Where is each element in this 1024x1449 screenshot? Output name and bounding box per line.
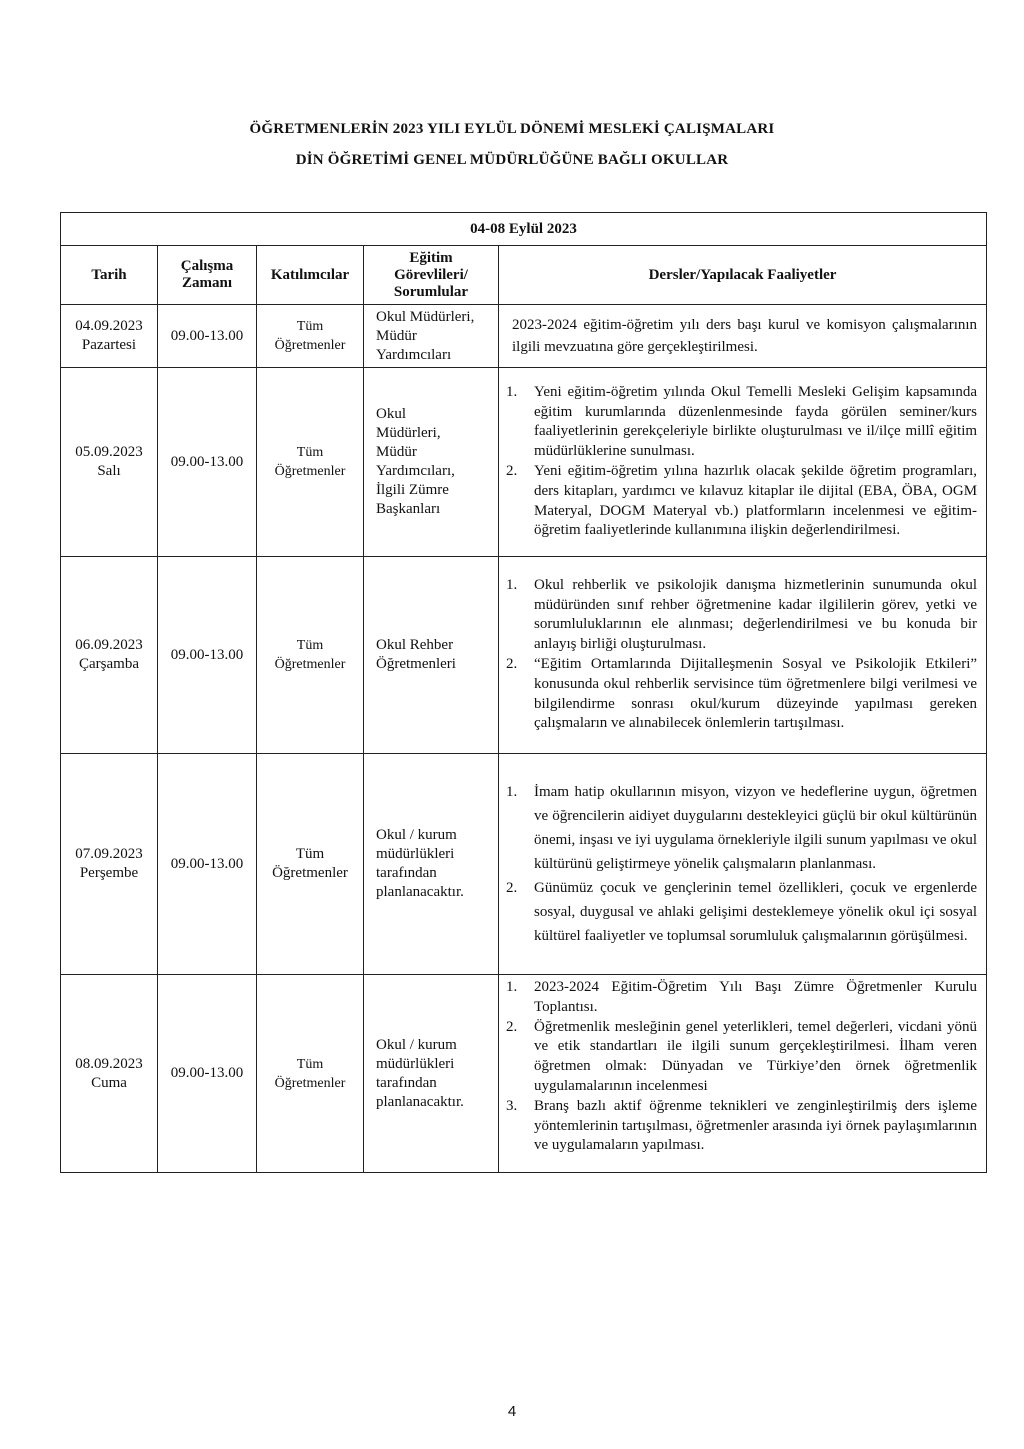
list-item <box>506 383 977 462</box>
item-number: 3. <box>506 1097 518 1114</box>
responsible-cell <box>364 368 499 557</box>
responsible-line: tarafından <box>376 1074 437 1091</box>
item-text: Okul rehberlik ve psikolojik danışma hizmetlerinin sunumunda okul müdüründen sınıf rehber öğretmenine kadar ilgililerin görev, yetki ve sorumluluklarının ele alınması; değerlendirilmesi ve bu konuda bir anlayış birliği oluşturulması. <box>534 576 978 653</box>
time-cell: 09.00-13.00 <box>158 754 257 975</box>
activities-cell <box>499 305 987 368</box>
schedule-table <box>60 212 987 1173</box>
column-header-resp-line2: Görevlileri/ <box>394 266 468 283</box>
responsible-cell <box>364 754 499 975</box>
day-value: Çarşamba <box>79 656 139 672</box>
item-text: Branş bazlı aktif öğrenme teknikleri ve zenginleştirilmiş ders işleme yöntemlerinin tartışılması, öğretmenler arasında iyi örnek paylaşımlarının ve uygulamaların yapılması. <box>534 1097 978 1154</box>
item-number: 2. <box>506 880 518 896</box>
activity-text: 2023-2024 eğitim-öğretim yılı ders başı kurul ve komisyon çalışmalarının ilgili mevzuatına göre gerçekleştirilmesi. <box>512 317 978 355</box>
date-cell <box>61 557 158 754</box>
item-text: “Eğitim Ortamlarında Dijitalleşmenin Sosyal ve Psikolojik Etkileri” konusunda okul rehberlik servisince tüm öğretmenlere bilgi verilmesi ve bilgilendirme sonrası okul/kurum düzeyinde yapılması gereken çalışmaların ve alınabilecek önlemlerin tartışılması. <box>534 656 978 732</box>
responsible-line: müdürlükleri <box>376 1055 455 1072</box>
item-number: 1. <box>506 979 518 995</box>
list-item <box>506 1018 977 1097</box>
participants-cell <box>257 754 364 975</box>
participants-cell <box>257 368 364 557</box>
time-cell: 09.00-13.00 <box>158 368 257 557</box>
table-row <box>61 557 987 754</box>
responsible-line: tarafından <box>376 865 437 881</box>
item-text: Öğretmenlik mesleğinin genel yeterlikleri, temel değerleri, vicdani yönü ve etik standartları ile ilgili sunum gerçekleştirilmesi. İlham veren öğretmen olmak: Dünyadan ve Türkiye’den örnek öğretmenlik uygulamalarının incelenmesi <box>534 1018 978 1094</box>
participants-line2: Öğretmenler <box>274 1075 346 1091</box>
table-row <box>61 305 987 368</box>
responsible-line: Yardımcıları, <box>376 463 455 479</box>
column-header-resp-line3: Sorumlular <box>393 283 469 300</box>
responsible-line: planlanacaktır. <box>376 1093 464 1110</box>
responsible-line: Başkanları <box>376 501 441 517</box>
date-value: 06.09.2023 <box>75 637 143 653</box>
responsible-line: Müdür <box>376 444 417 460</box>
date-value: 05.09.2023 <box>75 444 143 460</box>
table-row <box>61 975 987 1173</box>
week-label: 04-08 Eylül 2023 <box>61 213 987 246</box>
day-value: Salı <box>97 463 121 479</box>
participants-line2: Öğretmenler <box>272 865 348 881</box>
responsible-line: Müdür <box>376 327 417 344</box>
item-text: Günümüz çocuk ve gençlerinin temel özellikleri, çocuk ve ergenlerde sosyal, duygusal ve ahlaki gelişimi desteklemeye yönelik okul içi sosyal kültürel faaliyetler ve toplumsal sorumluluk çalışmalarının görüşülmesi. <box>534 880 978 944</box>
responsible-line: planlanacaktır. <box>376 884 464 900</box>
time-cell: 09.00-13.00 <box>158 305 257 368</box>
day-value: Pazartesi <box>81 337 137 353</box>
date-cell <box>61 368 158 557</box>
responsible-line: Yardımcıları <box>376 346 452 363</box>
document-subtitle: DİN ÖĞRETİMİ GENEL MÜDÜRLÜĞÜNE BAĞLI OKULLAR <box>295 152 729 168</box>
column-header-time-line1: Çalışma <box>180 258 234 274</box>
item-text: 2023-2024 Eğitim-Öğretim Yılı Başı Zümre Öğretmenler Kurulu Toplantısı. <box>534 979 978 1015</box>
participants-cell <box>257 305 364 368</box>
column-header-participants: Katılımcılar <box>257 246 364 305</box>
responsible-line: müdürlükleri <box>376 846 455 862</box>
responsible-cell <box>364 975 499 1173</box>
list-item <box>506 978 977 1018</box>
list-item <box>506 1097 977 1156</box>
participants-line1: Tüm <box>296 445 324 460</box>
week-header-row <box>61 213 987 246</box>
responsible-line: İlgili Zümre <box>376 482 449 498</box>
responsible-cell <box>364 305 499 368</box>
participants-line1: Tüm <box>296 1056 324 1072</box>
item-number: 1. <box>506 383 518 400</box>
item-text: İmam hatip okullarının misyon, vizyon ve hedeflerine uygun, öğretmen ve öğrencilerin aidiyet duygularını destekleyici güçlü bir okul kültürünün önemi, inşası ve iyi uygulama örnekleriyle ilgili sunum yapılması ve okul kültürünü geliştirmeye yönelik çalışmaların planlanması. <box>534 784 978 872</box>
participants-line1: Tüm <box>296 319 324 334</box>
item-number: 1. <box>506 784 518 800</box>
column-header-responsible <box>364 246 499 305</box>
responsible-line: Müdürleri, <box>376 425 441 441</box>
day-value: Cuma <box>91 1074 127 1091</box>
list-item <box>506 876 977 948</box>
column-header-date: Tarih <box>61 246 158 305</box>
responsible-line: Öğretmenleri <box>376 656 456 672</box>
list-item <box>506 576 977 655</box>
responsible-line: Okul Rehber <box>376 637 454 653</box>
date-value: 04.09.2023 <box>75 318 143 334</box>
participants-line2: Öğretmenler <box>274 464 346 479</box>
activity-list <box>506 978 977 1156</box>
participants-cell <box>257 557 364 754</box>
date-value: 08.09.2023 <box>75 1055 143 1072</box>
column-header-resp-line1: Eğitim <box>409 249 453 266</box>
date-cell <box>61 754 158 975</box>
activities-cell <box>499 754 987 975</box>
time-cell: 09.00-13.00 <box>158 975 257 1173</box>
activities-cell <box>499 368 987 557</box>
column-header-activities: Dersler/Yapılacak Faaliyetler <box>499 246 987 305</box>
item-number: 2. <box>506 656 518 672</box>
page-number: 4 <box>507 1403 517 1420</box>
list-item <box>506 780 977 876</box>
activity-list <box>506 780 977 948</box>
day-value: Perşembe <box>79 865 139 881</box>
participants-line1: Tüm <box>295 846 325 862</box>
column-header-time <box>158 246 257 305</box>
responsible-line: Okul / kurum <box>376 827 457 843</box>
responsible-line: Okul / kurum <box>376 1036 457 1053</box>
responsible-line: Okul <box>376 406 406 422</box>
responsible-line: Okul Müdürleri, <box>376 308 475 325</box>
activities-cell <box>499 557 987 754</box>
item-text: Yeni eğitim-öğretim yılında Okul Temelli Mesleki Gelişim kapsamında eğitim kurumlarında düzenlenmesinde fayda görülen seminer/kurs faaliyetlerinin gerekçeleriyle birlikte oluşturulması ve il/ilçe millî eğitim müdürlüklerine sunulması. <box>534 383 978 460</box>
responsible-cell <box>364 557 499 754</box>
date-cell <box>61 305 158 368</box>
date-cell <box>61 975 158 1173</box>
item-text: Yeni eğitim-öğretim yılına hazırlık olacak şekilde öğretim programları, ders kitapları, yardımcı ve kılavuz kitaplar ile dijital (EBA, ÖBA, OGM Materyal, DOGM Materyal vb.) platformların incelenmesi ve eğitim-öğretim faaliyetlerinde kullanımına ilişkin değerlendirilmesi. <box>534 463 978 539</box>
time-cell: 09.00-13.00 <box>158 557 257 754</box>
activities-cell <box>499 975 987 1173</box>
participants-line2: Öğretmenler <box>274 338 346 353</box>
participants-line1: Tüm <box>296 638 324 653</box>
column-header-row <box>61 246 987 305</box>
table-row <box>61 368 987 557</box>
item-number: 2. <box>506 1018 518 1035</box>
activity-list <box>506 383 977 541</box>
item-number: 2. <box>506 463 518 479</box>
column-header-time-line2: Zamanı <box>181 275 232 291</box>
date-value: 07.09.2023 <box>75 846 143 862</box>
participants-line2: Öğretmenler <box>274 657 346 672</box>
document-title: ÖĞRETMENLERİN 2023 YILI EYLÜL DÖNEMİ MESLEKİ ÇALIŞMALARI <box>249 121 775 137</box>
participants-cell <box>257 975 364 1173</box>
list-item <box>506 655 977 734</box>
list-item <box>506 462 977 541</box>
item-number: 1. <box>506 576 518 593</box>
table-row <box>61 754 987 975</box>
activity-list <box>506 576 977 734</box>
